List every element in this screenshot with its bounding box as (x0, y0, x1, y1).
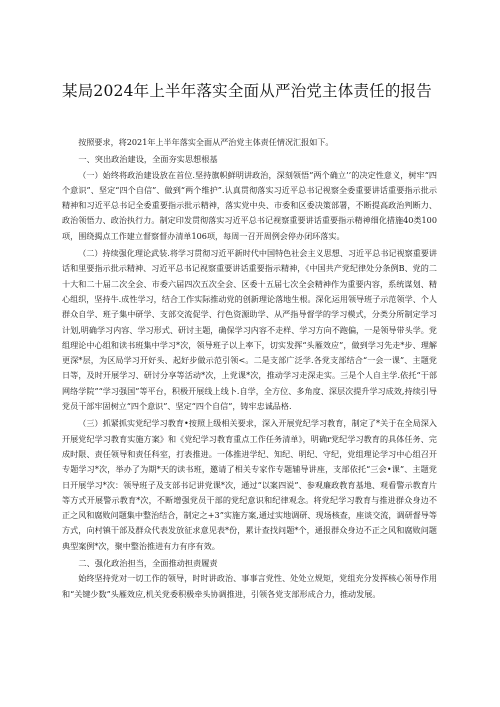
section-heading-1: 一、突出政治建设，全面夯实思想根基 (78, 154, 218, 165)
paragraph-2-1: 始终坚持党对一切工作的领导，时时讲政治、事事言党性、处处立规矩，党组充分发挥核心领导作用和“关键少数”头雁效应,机关党委积极牵头协调推进，引领各党支部形成合力，推动发展。 (62, 573, 437, 599)
intro-paragraph: 按照要求，将2021年上半年落实全面从严治党主体责任情况汇报如下。 (78, 137, 334, 147)
section-heading-2: 二、强化政治担当，全面推动担责履责 (78, 558, 218, 569)
paragraph-1-2: （二）持续强化理论武装.将学习贯彻习近平新时代中国特色社会主义思想、习近平总书记视察重要讲话和里要指示批示精神、习近平总书记视察重要讲话重要指示精神，《中国共产党纪律处分条例B、党的二十大和二十届二次全会、市委六届四次五次全会、区委十五届七次全会精神作为重要内容，系统谋划、精心组织，坚持牛.成性学习，结合工作实际推动党的创新理论落地生根。深化运用领导班子示范领学、个人群众自学、班子集中研学、支部交流促学、行色资源助学、从严指导督学的学习模式，分类分所制定学习计划,明确学习内容、学习形式、研讨主题，确保学习内容不走样、学习方向不跑偏，一是领导带头学。党组理论中心组和读书班集中学习*次，领导班子以上率下，切实发挥“头雁效应”，做到学习先走*步、理解更深*层，为区局学习开好头、起好步做示范引领<。二是支部广泛学.各党支部结合“一会一课”、主题党日等，及时开展学习、研讨分享等活动*次，上党课*次，推动学习走深走实。三是个人自主学.依托“干部网络学院”“学习强国”等平台，积极开展线上线卜.自学，全方位、多角度、深层次提升学习成效,持续引导党员干部牢固树立“四个意识”、坚定“四个自信”，铸牢忠诚品格. (62, 248, 437, 412)
paragraph-1-1: （一）始终将政治建设放在首位.坚持旗帜鲜明讲政治，深刻领悟”两个确立’’的决定性意义，树牢“四个意识”、坚定“四个自信”、做到“两个维护”.认真贯彻落实习近平总书记视察全委重要讲话重要指示批示精神和习近平总书记全委重要指示批示精神，落实党中央、市委和区委决策部署，不断提高政治判断力、政治领悟力、政治执行力。制定印发贯彻落实习近平总书记视察重要讲话重要指示精神细化措施40类100项，围绕揭点工作建立督察督办清单106项，每周一召开周例会停办闭环落实。 (62, 169, 437, 241)
document-body (62, 135, 437, 602)
paragraph-1-3: （三）抓紧抓实党纪学习教育•按照上级相关要求，深入开展党纪学习教育，制定了*关于在全局深入开展党纪学习教育实施方案》和《党纪学习教育重点工作任务清单》，明确r党纪学习教育的具体任务、完成时限、责任领导和责任科室，打表推进。一体推进学纪、知纪、明纪、守纪，党组理论学习中心组召开专题学习*次，举办了为期*天的读书班，邀请了相关专家作专题辅导讲座，支部依托“三会•课”、主题党日开展学习*次：领导班子及支部书记讲党课*次，通过“以案四说”、参观廉政教育基地、观看警示教育片等方式开展警示教育*次，不断增强党员干部的党纪意识和纪律观念。将党纪学习教育与推进群众身边不正之风和腐败问题集中整治结合，制定之+3”实施方案,通过实地调研、现场核查，座谈交流，调研督导等方式，向村镇干部及群众代表发放征求意见表*份，累计查找问题*个，通报群众身边不正之风和腐败问题典型案例*次，聚中整治推进有力有序有效。 (62, 418, 437, 551)
document-title: 某局2024年上半年落实全面从严治党主体责任的报告 (62, 82, 432, 100)
